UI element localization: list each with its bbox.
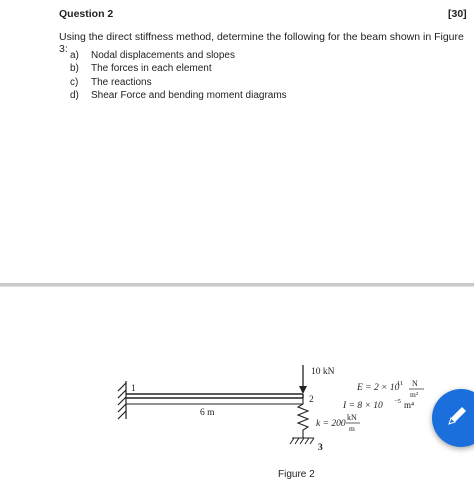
question-title: Question 2: [59, 8, 114, 20]
pencil-icon: [444, 403, 470, 429]
question-marks: [30]: [448, 8, 467, 20]
item-text: Shear Force and bending moment diagrams: [91, 89, 287, 101]
list-item: [70, 49, 287, 62]
e-unit-num: N: [412, 379, 418, 388]
k-prefix: k = 200: [316, 419, 346, 429]
k-unit-num: kN: [347, 413, 357, 422]
item-label: a): [70, 50, 79, 61]
question-intro: Using the direct stiffness method, determine the following for the beam shown in Figure 3:: [59, 31, 464, 55]
spring-ground: [290, 438, 314, 444]
figure-caption: Figure 2: [278, 469, 315, 480]
load-arrow: [299, 365, 307, 394]
e-exponent: 11: [397, 380, 404, 387]
i-exponent: −5: [394, 398, 401, 405]
e-prefix: E = 2 × 10: [357, 383, 400, 393]
list-item: [70, 62, 287, 75]
item-text: The forces in each element: [91, 63, 212, 75]
item-label: d): [70, 89, 79, 101]
i-unit: m⁴: [404, 400, 415, 410]
load-label: 10 kN: [311, 367, 335, 377]
beam-figure: [0, 287, 474, 488]
item-text: The reactions: [91, 76, 152, 88]
question-list: [70, 49, 287, 102]
beam: [126, 394, 303, 398]
i-prefix: I = 8 × 10: [343, 401, 383, 411]
item-label: c): [70, 76, 79, 88]
list-item: [70, 89, 287, 102]
node-3-label: 3: [318, 443, 323, 453]
fixed-support: [118, 381, 126, 419]
list-item: [70, 76, 287, 89]
node-2-label: 2: [309, 395, 314, 405]
item-label: b): [70, 63, 79, 75]
node-1-label: 1: [131, 384, 136, 394]
span-label: 6 m: [200, 408, 215, 418]
item-text: Nodal displacements and slopes: [91, 50, 235, 61]
k-unit-den: m: [349, 424, 355, 433]
e-unit-den: m²: [410, 390, 419, 399]
